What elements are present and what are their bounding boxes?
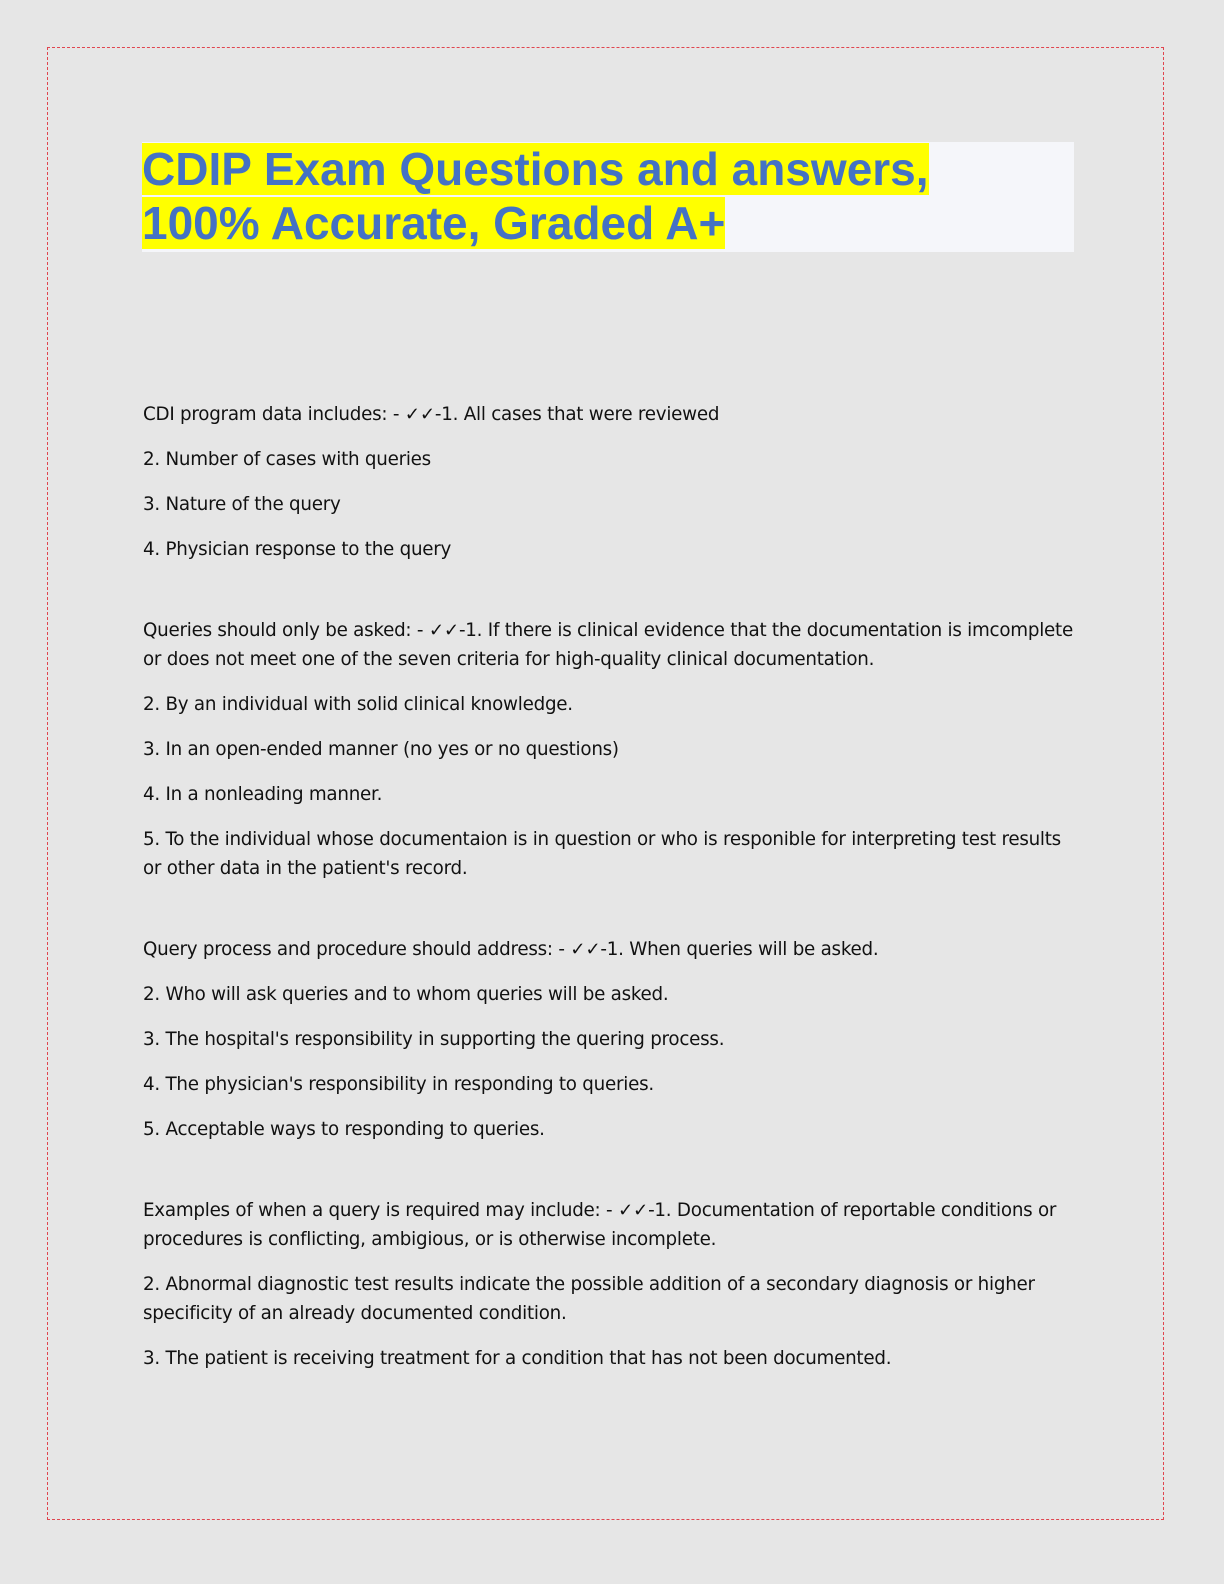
qa-block (143, 400, 1078, 564)
question-prompt: Query process and procedure should address: - (143, 939, 571, 960)
answer-item: 2. Abnormal diagnostic test results indicate the possible addition of a secondary diagnosis or higher specificity of an already documented condition. (143, 1274, 1035, 1324)
content (143, 400, 1078, 1425)
question-prompt: CDI program data includes: - (143, 404, 405, 425)
answer-first: -1. When queries will be asked. (600, 939, 879, 960)
question-line (143, 935, 1078, 964)
answer-item: 2. Number of cases with queries (143, 449, 431, 470)
answer-item: 4. The physician's responsibility in responding to queries. (143, 1074, 654, 1095)
qa-block (143, 1196, 1078, 1373)
answer-item: 5. Acceptable ways to responding to queries. (143, 1119, 545, 1140)
answer-item: 4. Physician response to the query (143, 539, 452, 560)
answer-first: -1. All cases that were reviewed (434, 404, 720, 425)
answer-item: 3. The patient is receiving treatment for a condition that has not been documented. (143, 1348, 892, 1369)
qa-block (143, 935, 1078, 1144)
question-line (143, 1196, 1078, 1254)
answer-item: 5. To the individual whose documentaion is in question or who is responible for interpreting test results or other data in the patient's record. (143, 829, 1061, 879)
title-line-2: 100% Accurate, Graded A+ (142, 197, 726, 249)
check-mark-icon: ✓✓ (404, 404, 435, 425)
check-mark-icon: ✓✓ (570, 939, 601, 960)
answer-first: -1. Documentation of reportable conditions or procedures is conflicting, ambigious, or is otherwise incomplete. (143, 1200, 1057, 1250)
document-title (142, 142, 1074, 250)
answer-item: 3. Nature of the query (143, 494, 341, 515)
question-line (143, 616, 1078, 674)
answer-item: 3. The hospital's responsibility in supporting the quering process. (143, 1029, 725, 1050)
check-mark-icon: ✓✓ (617, 1200, 649, 1221)
answer-first: -1. If there is clinical evidence that the documentation is imcomplete or does not meet one of the seven criteria for high-quality clinical documentation. (143, 620, 1073, 670)
question-prompt: Queries should only be asked: - (143, 620, 429, 641)
qa-block (143, 616, 1078, 883)
check-mark-icon: ✓✓ (428, 620, 459, 641)
question-line (143, 400, 1078, 429)
answer-item: 2. By an individual with solid clinical knowledge. (143, 694, 573, 715)
answer-item: 3. In an open-ended manner (no yes or no questions) (143, 739, 619, 760)
question-prompt: Examples of when a query is required may include: - (143, 1200, 618, 1221)
title-block (142, 142, 1074, 252)
answer-item: 2. Who will ask queries and to whom queries will be asked. (143, 984, 669, 1005)
title-line-1: CDIP Exam Questions and answers, (142, 143, 929, 195)
answer-item: 4. In a nonleading manner. (143, 784, 383, 805)
